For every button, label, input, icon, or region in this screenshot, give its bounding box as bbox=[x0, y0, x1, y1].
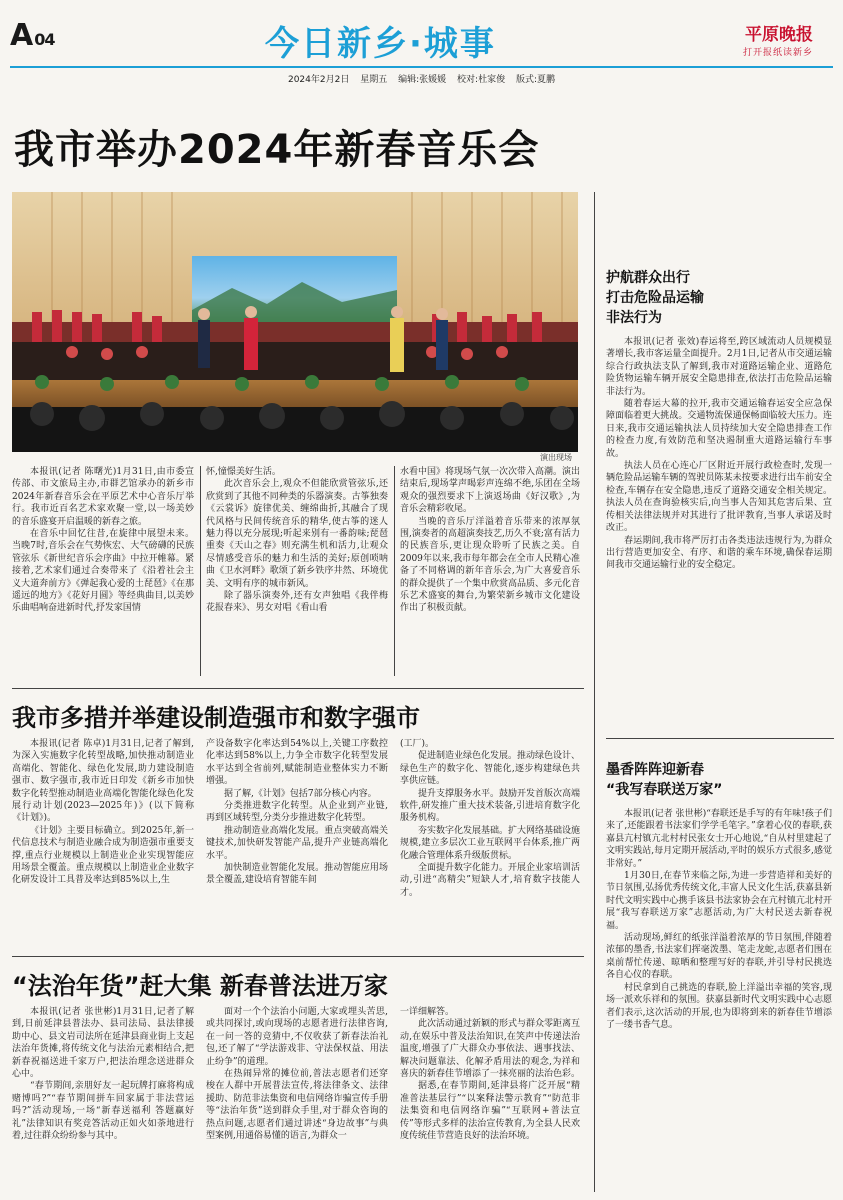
lead-article-col-3 bbox=[400, 466, 580, 615]
paragraph: 《计划》主要目标确立。到2025年,新一代信息技术与制造业融合成为制造强市重要支撑,重点行业规模以上制造业企业实现智能应用场景全覆盖。重点规模以上制造业企业数字化研发设计工具普及率达到85%以上,生 bbox=[12, 825, 194, 886]
column-rule bbox=[200, 466, 201, 676]
lead-article-col-1 bbox=[12, 466, 194, 615]
paragraph: 此次活动通过新颖的形式与群众零距离互动,在娱乐中普及法治知识,在笑声中传递法治温度,增强了广大群众办事依法、遇事找法、解决问题靠法、化解矛盾用法的观念,为祥和喜庆的新春佳节增添了一抹亮丽的法治色彩。 bbox=[400, 1019, 580, 1080]
issue-weekday: 星期五 bbox=[360, 75, 388, 85]
headline-line: 墨香阵阵迎新春 bbox=[606, 762, 704, 778]
paragraph: 1月30日,在春节来临之际,为进一步营造祥和美好的节日氛围,弘扬优秀传统文化,丰富人民文化生活,获嘉县新时代文明实践中心携手该县书法家协会在亢村镇亢北村开展“我写春联送万家”志愿活动,为广大村民送去新春祝福。 bbox=[606, 871, 832, 931]
paragraph: 村民拿到自己挑选的春联,脸上洋溢出幸福的笑容,现场一派欢乐祥和的氛围。获嘉县新时代文明实践中心志愿者们表示,这次活动的开展,也为即将到来的新春佳节增添了一缕书香气息。 bbox=[606, 982, 832, 1030]
article2-col-1 bbox=[12, 738, 194, 887]
paragraph: 据了解,《计划》包括7部分核心内容。 bbox=[224, 788, 377, 799]
paragraph: 加快制造业智能化发展。推动智能应用场景全覆盖,建设培育智能车间 bbox=[206, 863, 388, 886]
paragraph: 推动制造业高端化发展。重点突破高端关键技术,加快研发智能产品,提升产业链高端化水平。 bbox=[206, 825, 388, 861]
paragraph: 一详细解答。 bbox=[400, 1007, 455, 1017]
brand-logo: 平原晚报 bbox=[745, 25, 813, 45]
headline-line: “我写春联送万家” bbox=[606, 782, 723, 798]
sidebar1-body bbox=[606, 336, 832, 572]
paragraph: 本报讯(记者 张世彬)“春联还是手写的有年味!孩子们来了,还能跟着书法家们学学毛笔字。”拿着心仪的春联,获嘉县亢村镇亢北村村民张女士开心地说,“自从村里建起了文明实践站,每月定期开展活动,平时的娱乐方式很多,感觉非常好。” bbox=[606, 809, 832, 869]
headline-line: 护航群众出行 bbox=[606, 270, 690, 286]
lead-headline: 我市举办2024年新春音乐会 bbox=[14, 127, 540, 173]
paragraph: 本报讯(记者 张世彬)1月31日,记者了解到,日前延津县普法办、县司法局、县法律援助中心、县文岩司法所在延津县商业街上支起法治年货摊,将传统文化与法治元素相结合,把新春祝福送进千家万户,把法治理念送进群众心中。 bbox=[12, 1007, 194, 1080]
paragraph: 全面提升数字化能力。开展企业家培训活动,引进“高精尖”短缺人才,培育数字技能人才。 bbox=[400, 863, 581, 898]
paragraph: 执法人员在心连心厂区附近开展行政检查时,发现一辆危险品运输车辆的驾驶员陈某未按要求进行出车前安全检查,车辆存在安全隐患,违反了道路交通安全相关规定。执法人员在查询验核实后,向当事人告知其危害后果、宣传相关法律法规并对其进行了批评教育,当事人承诺及时改正。 bbox=[606, 461, 832, 534]
newspaper-brand bbox=[743, 20, 813, 58]
paragraph: 本报讯(记者 陈曙光)1月31日,由市委宣传部、市文旅局主办,市群艺馆承办的新乡市2024年新春音乐会在平原艺术中心音乐厅举行。我市近百名艺术家欢聚一堂,以一场美妙的音乐盛宴开启温暖的新春之旅。 bbox=[12, 467, 194, 527]
editor-credit: 编辑:张媛媛 bbox=[398, 75, 447, 85]
article2-col-2 bbox=[206, 738, 388, 887]
article3-col-3 bbox=[400, 1006, 580, 1196]
paragraph: 面对一个个法治小问题,大家或埋头苦思,或共同探讨,或向现场的志愿者进行法律咨询,在一问一答的竞猜中,不仅收获了新春法治礼包,还了解了“学法游戏非、守法保权益、用法止纷争”的道理。 bbox=[206, 1007, 388, 1067]
paragraph: 在热闹异常的摊位前,普法志愿者们还穿梭在人群中开展普法宣传,将法律条文、法律援助、防范非法集资和电信网络诈骗宣传手册等“法治年货”送到群众手里,对于群众咨询的热点问题,志愿者们通过讲述“身边故事”与典型案例,用通俗易懂的语言,为群众一 bbox=[206, 1069, 388, 1142]
article3-col-2 bbox=[206, 1006, 388, 1196]
header-rule bbox=[10, 66, 833, 68]
paragraph: 除了器乐演奏外,还有女声独唱《我伴梅花报春来》、男女对唱《看山看 bbox=[206, 591, 388, 614]
article2-headline: 我市多措并举建设制造强市和数字强市 bbox=[12, 704, 420, 732]
paragraph: 活动现场,鲜红的纸张洋溢着浓厚的节日氛围,伴随着浓郁的墨香,书法家们挥毫泼墨、笔走龙蛇,志愿者们围在桌前帮忙传递、晾晒和整理写好的春联,并引导村民挑选各自心仪的春联。 bbox=[606, 933, 832, 981]
paragraph: 分类推进数字化转型。从企业到产业链,再到区域转型,分类分步推进数字化转型。 bbox=[206, 801, 388, 824]
paragraph: 此次音乐会上,观众不但能欣赏管弦乐,还欣赏到了其他不同种类的乐器演奏。古筝独奏《云裳诉》旋律优美、缠绵曲折,其融合了现代风格与民间传统音乐的精华,使古筝的迷人魅力得以充分展现;听起来别有一番韵味;琵琶重奏《天山之春》则充满生机和活力,让观众尽情感受音乐的魅力和生活的美好;原创唢呐曲《卫水河畔》歌颂了新乡铁序井然、环境优美、文明有序的城市新风。 bbox=[206, 479, 388, 589]
paragraph: 本报讯(记者 陈卓)1月31日,记者了解到,为深入实施数字化转型战略,加快推动制造业高端化、智能化、绿色化发展,助力建设制造强市、数字强市,我市近日印发《新乡市加快数字化转型推动制造业高端化智能化绿色化发展行动计划(2023—2025年)》(以下简称《计划》)。 bbox=[12, 739, 194, 824]
article2-col-3 bbox=[400, 738, 580, 899]
brand-slogan: 打开报纸读新乡 bbox=[742, 48, 813, 58]
sidebar2-body bbox=[606, 808, 832, 1196]
sidebar-rule bbox=[594, 192, 595, 1192]
layout-credit: 版式:夏鹏 bbox=[515, 75, 555, 85]
paragraph: “春节期间,亲朋好友一起玩牌打麻将构成赌博吗?”“春节期间拼车回家属于非法营运吗?”活动现场,一场“新春送福利 答题赢好礼”法律知识有奖竞答活动正如火如荼地进行着,过往群众纷纷参与其中。 bbox=[12, 1081, 194, 1142]
sidebar-divider bbox=[606, 738, 834, 739]
photo-caption: 演出现场 bbox=[540, 453, 572, 462]
page-number: A 04 bbox=[10, 18, 55, 53]
column-rule bbox=[394, 466, 395, 676]
headline-line: 非法行为 bbox=[606, 310, 662, 326]
issue-meta bbox=[0, 72, 843, 85]
paragraph: 当晚的音乐厅洋溢着音乐带来的浓厚氛围,演奏者的高超演奏技艺,历久不衰;富有活力的民族音乐,更让现众聆听了民族之美。自2009年以来,我市每年都会在全市人民精心准备了不同格调的新年音乐会,为广大喜爱音乐的群众提供了一个集中欣赏高品质、多元化音乐艺术盛宴的舞台,为繁荣新乡城市文化建设作出了积极贡献。 bbox=[400, 516, 581, 614]
proofreader-credit: 校对:杜家俊 bbox=[457, 75, 506, 85]
paragraph: 提升支撑服务水平。鼓励开发首版次高端软件,研发推广重大技术装备,引进培育数字化服务机构。 bbox=[400, 788, 581, 824]
paragraph: 春运期间,我市将严厉打击各类违法违规行为,为群众出行营造更加安全、有序、和谐的乘车环境,确保春运期间我市交通运输行业的安全稳定。 bbox=[606, 535, 832, 571]
paragraph: 水看中国》将现场气氛一次次带入高潮。演出结束后,现场掌声喝彩声连绵不绝,乐团在全场观众的强烈要求下上演返场曲《好汉歌》,为音乐会精彩收尾。 bbox=[400, 467, 581, 515]
article3-col-1 bbox=[12, 1006, 194, 1196]
sidebar1-headline bbox=[606, 268, 834, 328]
paragraph: 本报讯(记者 张效)春运将至,跨区域流动人员规模显著增长,我市客运量全面提升。2月1日,记者从市交通运输综合行政执法支队了解到,我市对道路运输企业、道路危险货物运输车辆开展安全隐患排查,依法打击危险品运输非法行为。 bbox=[606, 337, 832, 397]
headline-line: 打击危险品运输 bbox=[606, 290, 704, 306]
lead-article-col-2 bbox=[206, 466, 388, 615]
article3-headline: “法治年货”赶大集 新春普法进万家 bbox=[12, 972, 388, 1000]
section-rule bbox=[12, 688, 584, 689]
section-masthead: 今日新乡·城事 bbox=[265, 24, 496, 64]
concert-photo bbox=[12, 192, 578, 452]
paragraph: (工厂)。 bbox=[400, 739, 435, 749]
section-rule bbox=[12, 956, 584, 957]
sidebar2-headline bbox=[606, 760, 834, 800]
paragraph: 促进制造业绿色化发展。推动绿色设计、绿色生产的数字化、智能化,逐步构建绿色共享供应链。 bbox=[400, 751, 581, 787]
paragraph: 在音乐中回忆往昔,在旋律中展望未来。当晚7时,音乐会在气势恢宏、大气磅礴的民族管弦乐《新世纪音乐会序曲》中拉开帷幕。紧接着,艺术家们通过合奏带来了《沿着社会主义大道奔前方》《弹起我心爱的土琵琶》《在那遥远的地方》《花好月圆》等经典曲目,以美妙乐曲唱响奋进新时代,抒发家国情 bbox=[12, 529, 194, 614]
paragraph: 随着春运大幕的拉开,我市交通运输春运安全应急保障面临着更大挑战。交通物流保通保畅面临较大压力。连日来,我市交通运输执法人员持续加大安全隐患排查工作的检查力度,有效防范和坚决遏制重大道路运输行车事故。 bbox=[606, 399, 832, 459]
paragraph: 怀,憧憬美好生活。 bbox=[206, 467, 281, 477]
paragraph: 产设备数字化率达到54%以上,关键工序数控化率达到58%以上,力争全市数字化转型发展水平达到全省前列,赋能制造业整体实力不断增强。 bbox=[206, 739, 388, 787]
paragraph: 夯实数字化发展基础。扩大网络基础设施规模,建立多层次工业互联网平台体系,推广两化融合管理体系升级版贯标。 bbox=[400, 825, 581, 861]
paragraph: 据悉,在春节期间,延津县将广泛开展“精准普法基层行”“以案释法警示教育”“防范非法集资和电信网络诈骗”“互联网+普法宣传”等形式多样的法治宣传教育,为全县人民欢度传统佳节营造良好的法治环境。 bbox=[400, 1081, 580, 1142]
concert-stage-illustration bbox=[12, 192, 578, 452]
issue-date: 2024年2月2日 bbox=[287, 75, 350, 85]
